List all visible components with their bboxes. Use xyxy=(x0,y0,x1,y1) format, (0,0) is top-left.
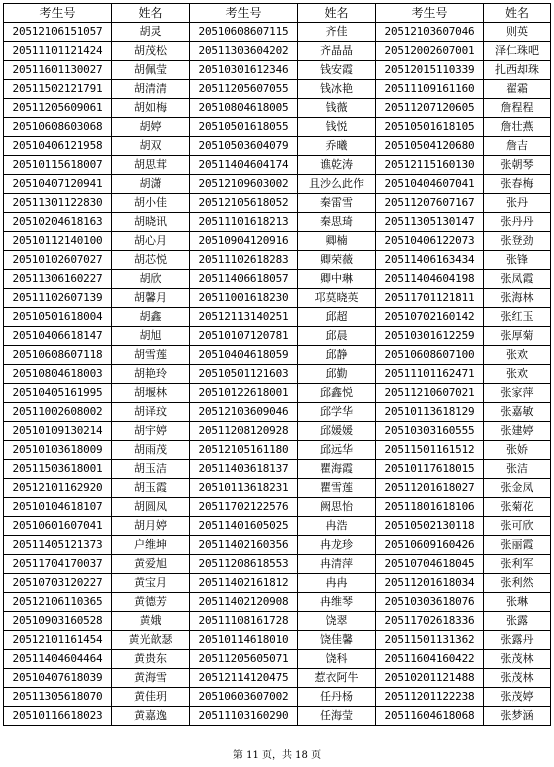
table-row xyxy=(4,631,551,650)
exam-id-cell: 20512114120475 xyxy=(190,669,298,688)
student-name-cell: 胡圆凤 xyxy=(112,498,190,517)
roster-body xyxy=(4,23,551,726)
student-name-cell: 张娇 xyxy=(484,441,551,460)
table-row xyxy=(4,251,551,270)
table-row xyxy=(4,536,551,555)
student-name-cell: 卿楠 xyxy=(298,232,376,251)
student-name-cell: 胡如梅 xyxy=(112,99,190,118)
student-name-cell: 邱远华 xyxy=(298,441,376,460)
exam-id-cell: 20511702618336 xyxy=(376,612,484,631)
exam-id-cell: 20511403618137 xyxy=(190,460,298,479)
exam-id-cell: 20510122618001 xyxy=(190,384,298,403)
exam-id-cell: 20511406618057 xyxy=(190,270,298,289)
table-row xyxy=(4,23,551,42)
student-name-cell: 冉清萍 xyxy=(298,555,376,574)
student-name-cell: 黄德芳 xyxy=(112,593,190,612)
student-name-cell: 胡婷 xyxy=(112,118,190,137)
student-name-cell: 张利然 xyxy=(484,574,551,593)
exam-id-cell: 20510112140100 xyxy=(4,232,112,251)
table-row xyxy=(4,308,551,327)
exam-id-cell: 20511502121791 xyxy=(4,80,112,99)
exam-id-cell: 20511205607055 xyxy=(190,80,298,99)
student-name-cell: 胡灵 xyxy=(112,23,190,42)
student-name-cell: 胡堰林 xyxy=(112,384,190,403)
student-name-cell: 齐佳 xyxy=(298,23,376,42)
student-name-cell: 惹衣阿牛 xyxy=(298,669,376,688)
student-name-cell: 张丹 xyxy=(484,194,551,213)
student-name-cell: 张利军 xyxy=(484,555,551,574)
exam-id-cell: 20512015110339 xyxy=(376,61,484,80)
student-name-cell: 泽仁珠吧 xyxy=(484,42,551,61)
table-row xyxy=(4,80,551,99)
header-exam-id: 考生号 xyxy=(4,4,112,23)
student-name-cell: 邱静 xyxy=(298,346,376,365)
table-row xyxy=(4,270,551,289)
exam-id-cell: 20511601130027 xyxy=(4,61,112,80)
exam-id-cell: 20510102607027 xyxy=(4,251,112,270)
exam-id-cell: 20510103618009 xyxy=(4,441,112,460)
student-name-cell: 黄海雪 xyxy=(112,669,190,688)
exam-id-cell: 20510601607041 xyxy=(4,517,112,536)
student-name-cell: 张洁 xyxy=(484,460,551,479)
exam-id-cell: 20511201122238 xyxy=(376,688,484,707)
student-name-cell: 张菊花 xyxy=(484,498,551,517)
student-name-cell: 胡鑫 xyxy=(112,308,190,327)
student-name-cell: 张锋 xyxy=(484,251,551,270)
student-name-cell: 则英 xyxy=(484,23,551,42)
student-name-cell: 黄佳玥 xyxy=(112,688,190,707)
student-name-cell: 黄贵东 xyxy=(112,650,190,669)
exam-id-cell: 20510503604079 xyxy=(190,137,298,156)
exam-id-cell: 20510703120227 xyxy=(4,574,112,593)
exam-id-cell: 20511406163434 xyxy=(376,251,484,270)
exam-id-cell: 20511108161728 xyxy=(190,612,298,631)
header-exam-id: 考生号 xyxy=(190,4,298,23)
exam-id-cell: 20511301122830 xyxy=(4,194,112,213)
exam-id-cell: 20510608607118 xyxy=(4,346,112,365)
student-name-cell: 胡小佳 xyxy=(112,194,190,213)
student-name-cell: 胡潇 xyxy=(112,175,190,194)
exam-id-cell: 20510301612259 xyxy=(376,327,484,346)
student-name-cell: 张金凤 xyxy=(484,479,551,498)
exam-id-cell: 20510104618107 xyxy=(4,498,112,517)
exam-id-cell: 20511205605071 xyxy=(190,650,298,669)
exam-id-cell: 20511604160422 xyxy=(376,650,484,669)
exam-id-cell: 20511501131362 xyxy=(376,631,484,650)
student-name-cell: 胡艳玲 xyxy=(112,365,190,384)
table-row xyxy=(4,441,551,460)
student-name-cell: 任海莹 xyxy=(298,707,376,726)
exam-id-cell: 20512105161180 xyxy=(190,441,298,460)
header-row xyxy=(4,4,551,23)
exam-id-cell: 20510804618005 xyxy=(190,99,298,118)
student-name-cell: 饶佳馨 xyxy=(298,631,376,650)
student-name-cell: 谯乾涛 xyxy=(298,156,376,175)
exam-id-cell: 20510702160142 xyxy=(376,308,484,327)
student-name-cell: 张丽霞 xyxy=(484,536,551,555)
exam-id-cell: 20512113140251 xyxy=(190,308,298,327)
table-row xyxy=(4,99,551,118)
student-name-cell: 张梦涵 xyxy=(484,707,551,726)
exam-id-cell: 20512115160130 xyxy=(376,156,484,175)
student-name-cell: 秦雷雪 xyxy=(298,194,376,213)
student-name-cell: 张茂婷 xyxy=(484,688,551,707)
student-name-cell: 张琳 xyxy=(484,593,551,612)
student-name-cell: 胡旭 xyxy=(112,327,190,346)
table-row xyxy=(4,612,551,631)
student-name-cell: 胡双 xyxy=(112,137,190,156)
student-name-cell: 卿荣薇 xyxy=(298,251,376,270)
exam-id-cell: 20511101618213 xyxy=(190,213,298,232)
student-name-cell: 张可欣 xyxy=(484,517,551,536)
table-row xyxy=(4,365,551,384)
student-name-cell: 胡欣 xyxy=(112,270,190,289)
student-roster-table xyxy=(3,3,551,726)
exam-id-cell: 20510904120916 xyxy=(190,232,298,251)
exam-id-cell: 20511303604202 xyxy=(190,42,298,61)
exam-id-cell: 20511208618553 xyxy=(190,555,298,574)
student-name-cell: 胡晓讯 xyxy=(112,213,190,232)
exam-id-cell: 20510603607002 xyxy=(190,688,298,707)
student-name-cell: 黄嘉逸 xyxy=(112,707,190,726)
exam-id-cell: 20510117618015 xyxy=(376,460,484,479)
student-name-cell: 胡馨月 xyxy=(112,289,190,308)
student-name-cell: 胡译玟 xyxy=(112,403,190,422)
exam-id-cell: 20510113618231 xyxy=(190,479,298,498)
exam-id-cell: 20511404604174 xyxy=(190,156,298,175)
exam-id-cell: 20510501618004 xyxy=(4,308,112,327)
exam-id-cell: 20511503618001 xyxy=(4,460,112,479)
student-name-cell: 胡月婷 xyxy=(112,517,190,536)
exam-id-cell: 20511305618070 xyxy=(4,688,112,707)
exam-id-cell: 20511704170037 xyxy=(4,555,112,574)
student-name-cell: 邱学华 xyxy=(298,403,376,422)
table-row xyxy=(4,384,551,403)
exam-id-cell: 20510504120680 xyxy=(376,137,484,156)
exam-id-cell: 20511207607167 xyxy=(376,194,484,213)
exam-id-cell: 20510609160426 xyxy=(376,536,484,555)
student-name-cell: 张露 xyxy=(484,612,551,631)
table-row xyxy=(4,403,551,422)
exam-id-cell: 20510406121958 xyxy=(4,137,112,156)
exam-id-cell: 20510113618129 xyxy=(376,403,484,422)
student-name-cell: 胡玉洁 xyxy=(112,460,190,479)
header-name: 姓名 xyxy=(112,4,190,23)
table-row xyxy=(4,669,551,688)
student-name-cell: 张嘉敏 xyxy=(484,403,551,422)
table-row xyxy=(4,707,551,726)
student-name-cell: 张欢 xyxy=(484,346,551,365)
exam-id-cell: 20511405121373 xyxy=(4,536,112,555)
exam-id-cell: 20511208120928 xyxy=(190,422,298,441)
student-name-cell: 张海林 xyxy=(484,289,551,308)
exam-id-cell: 20511702122576 xyxy=(190,498,298,517)
student-name-cell: 饶科 xyxy=(298,650,376,669)
exam-id-cell: 20510116618023 xyxy=(4,707,112,726)
student-name-cell: 钱安霞 xyxy=(298,61,376,80)
table-row xyxy=(4,574,551,593)
exam-id-cell: 20511207120605 xyxy=(376,99,484,118)
exam-id-cell: 20510704618045 xyxy=(376,555,484,574)
exam-id-cell: 20511305130147 xyxy=(376,213,484,232)
exam-id-cell: 20511402120908 xyxy=(190,593,298,612)
exam-id-cell: 20510501618055 xyxy=(190,118,298,137)
table-row xyxy=(4,118,551,137)
exam-id-cell: 20511701121811 xyxy=(376,289,484,308)
exam-id-cell: 20510608607115 xyxy=(190,23,298,42)
exam-id-cell: 20511102618283 xyxy=(190,251,298,270)
student-name-cell: 张春梅 xyxy=(484,175,551,194)
exam-id-cell: 20511402160356 xyxy=(190,536,298,555)
exam-id-cell: 20511402161812 xyxy=(190,574,298,593)
table-row xyxy=(4,498,551,517)
student-name-cell: 卿中琳 xyxy=(298,270,376,289)
table-row xyxy=(4,232,551,251)
exam-id-cell: 20511205609061 xyxy=(4,99,112,118)
student-name-cell: 张家萍 xyxy=(484,384,551,403)
exam-id-cell: 20510303160555 xyxy=(376,422,484,441)
student-name-cell: 张登劲 xyxy=(484,232,551,251)
table-row xyxy=(4,460,551,479)
exam-id-cell: 20511103160290 xyxy=(190,707,298,726)
student-name-cell: 阙思怡 xyxy=(298,498,376,517)
student-name-cell: 张建婷 xyxy=(484,422,551,441)
exam-id-cell: 20511501161512 xyxy=(376,441,484,460)
student-name-cell: 胡雪莲 xyxy=(112,346,190,365)
exam-id-cell: 20511604618068 xyxy=(376,707,484,726)
student-name-cell: 张厚菊 xyxy=(484,327,551,346)
exam-id-cell: 20512002607001 xyxy=(376,42,484,61)
student-name-cell: 张红玉 xyxy=(484,308,551,327)
student-name-cell: 胡佩莹 xyxy=(112,61,190,80)
student-name-cell: 胡思茸 xyxy=(112,156,190,175)
table-row xyxy=(4,213,551,232)
exam-id-cell: 20511102607139 xyxy=(4,289,112,308)
header-exam-id: 考生号 xyxy=(376,4,484,23)
student-name-cell: 詹程程 xyxy=(484,99,551,118)
student-name-cell: 张丹丹 xyxy=(484,213,551,232)
exam-id-cell: 20511306160227 xyxy=(4,270,112,289)
exam-id-cell: 20510407120941 xyxy=(4,175,112,194)
student-name-cell: 邱鑫悦 xyxy=(298,384,376,403)
student-name-cell: 胡玉霞 xyxy=(112,479,190,498)
student-name-cell: 钱悦 xyxy=(298,118,376,137)
student-name-cell: 冉维琴 xyxy=(298,593,376,612)
student-name-cell: 冉浩 xyxy=(298,517,376,536)
table-row xyxy=(4,61,551,80)
student-name-cell: 齐晶晶 xyxy=(298,42,376,61)
student-name-cell: 胡芯悦 xyxy=(112,251,190,270)
exam-id-cell: 20511801618106 xyxy=(376,498,484,517)
exam-id-cell: 20510301612346 xyxy=(190,61,298,80)
student-name-cell: 扎西却珠 xyxy=(484,61,551,80)
exam-id-cell: 20511101121424 xyxy=(4,42,112,61)
exam-id-cell: 20511201618034 xyxy=(376,574,484,593)
table-row xyxy=(4,289,551,308)
page-footer: 第 11 页，共 18 页 xyxy=(232,750,322,761)
student-name-cell: 张茂林 xyxy=(484,669,551,688)
student-name-cell: 张露丹 xyxy=(484,631,551,650)
table-row xyxy=(4,137,551,156)
exam-id-cell: 20510404607041 xyxy=(376,175,484,194)
student-name-cell: 詹壮燕 xyxy=(484,118,551,137)
student-name-cell: 黄光歆瑟 xyxy=(112,631,190,650)
student-name-cell: 张朝琴 xyxy=(484,156,551,175)
exam-id-cell: 20510903160528 xyxy=(4,612,112,631)
exam-id-cell: 20512101162920 xyxy=(4,479,112,498)
student-name-cell: 黄爱旭 xyxy=(112,555,190,574)
exam-id-cell: 20511101162471 xyxy=(376,365,484,384)
student-name-cell: 钱冰艳 xyxy=(298,80,376,99)
table-row xyxy=(4,194,551,213)
table-row xyxy=(4,156,551,175)
table-row xyxy=(4,327,551,346)
student-name-cell: 张茂林 xyxy=(484,650,551,669)
table-row xyxy=(4,479,551,498)
exam-id-cell: 20510406618147 xyxy=(4,327,112,346)
student-name-cell: 邱勤 xyxy=(298,365,376,384)
exam-id-cell: 20512103609046 xyxy=(190,403,298,422)
exam-id-cell: 20510107120781 xyxy=(190,327,298,346)
exam-id-cell: 20510204618163 xyxy=(4,213,112,232)
student-name-cell: 邛莫晓英 xyxy=(298,289,376,308)
exam-id-cell: 20510405161995 xyxy=(4,384,112,403)
student-name-cell: 胡心月 xyxy=(112,232,190,251)
header-name: 姓名 xyxy=(484,4,551,23)
exam-id-cell: 20510501618105 xyxy=(376,118,484,137)
exam-id-cell: 20510608607100 xyxy=(376,346,484,365)
header-name: 姓名 xyxy=(298,4,376,23)
exam-id-cell: 20510201121488 xyxy=(376,669,484,688)
student-name-cell: 且沙么此作 xyxy=(298,175,376,194)
student-name-cell: 钱薇 xyxy=(298,99,376,118)
exam-id-cell: 20510303618076 xyxy=(376,593,484,612)
table-row xyxy=(4,688,551,707)
student-name-cell: 冉龙珍 xyxy=(298,536,376,555)
student-name-cell: 冉冉 xyxy=(298,574,376,593)
student-name-cell: 翟霜 xyxy=(484,80,551,99)
student-name-cell: 胡茂松 xyxy=(112,42,190,61)
exam-id-cell: 20510502130118 xyxy=(376,517,484,536)
exam-id-cell: 20511404604198 xyxy=(376,270,484,289)
exam-id-cell: 20510804618003 xyxy=(4,365,112,384)
table-row xyxy=(4,593,551,612)
student-name-cell: 任丹杨 xyxy=(298,688,376,707)
exam-id-cell: 20512103607046 xyxy=(376,23,484,42)
exam-id-cell: 20510109130214 xyxy=(4,422,112,441)
table-row xyxy=(4,42,551,61)
exam-id-cell: 20510608603068 xyxy=(4,118,112,137)
student-name-cell: 张凤霞 xyxy=(484,270,551,289)
table-row xyxy=(4,175,551,194)
exam-id-cell: 20511002608002 xyxy=(4,403,112,422)
student-name-cell: 詹吉 xyxy=(484,137,551,156)
student-name-cell: 黄宝月 xyxy=(112,574,190,593)
exam-id-cell: 20511210607021 xyxy=(376,384,484,403)
exam-id-cell: 20511201618027 xyxy=(376,479,484,498)
student-name-cell: 胡雨茂 xyxy=(112,441,190,460)
exam-id-cell: 20512106110365 xyxy=(4,593,112,612)
exam-id-cell: 20510404618059 xyxy=(190,346,298,365)
student-name-cell: 邱超 xyxy=(298,308,376,327)
exam-id-cell: 20512106151057 xyxy=(4,23,112,42)
exam-id-cell: 20512101161454 xyxy=(4,631,112,650)
exam-id-cell: 20510501121603 xyxy=(190,365,298,384)
table-row xyxy=(4,555,551,574)
exam-id-cell: 20510407618039 xyxy=(4,669,112,688)
exam-id-cell: 20512109603002 xyxy=(190,175,298,194)
table-row xyxy=(4,650,551,669)
student-name-cell: 胡清清 xyxy=(112,80,190,99)
student-name-cell: 乔曦 xyxy=(298,137,376,156)
exam-id-cell: 20511001618230 xyxy=(190,289,298,308)
student-name-cell: 胡宇婷 xyxy=(112,422,190,441)
student-name-cell: 瞿雪莲 xyxy=(298,479,376,498)
student-name-cell: 黄娥 xyxy=(112,612,190,631)
table-row xyxy=(4,346,551,365)
exam-id-cell: 20511404604464 xyxy=(4,650,112,669)
exam-id-cell: 20510406122073 xyxy=(376,232,484,251)
student-name-cell: 秦思琦 xyxy=(298,213,376,232)
student-name-cell: 邱晨 xyxy=(298,327,376,346)
student-name-cell: 户维坤 xyxy=(112,536,190,555)
student-name-cell: 邱媛媛 xyxy=(298,422,376,441)
exam-id-cell: 20511109161160 xyxy=(376,80,484,99)
student-name-cell: 瞿海霞 xyxy=(298,460,376,479)
exam-id-cell: 20510115618007 xyxy=(4,156,112,175)
student-name-cell: 饶翠 xyxy=(298,612,376,631)
exam-id-cell: 20510114618010 xyxy=(190,631,298,650)
table-row xyxy=(4,517,551,536)
student-name-cell: 张欢 xyxy=(484,365,551,384)
exam-id-cell: 20511401605025 xyxy=(190,517,298,536)
exam-id-cell: 20512105618052 xyxy=(190,194,298,213)
table-row xyxy=(4,422,551,441)
